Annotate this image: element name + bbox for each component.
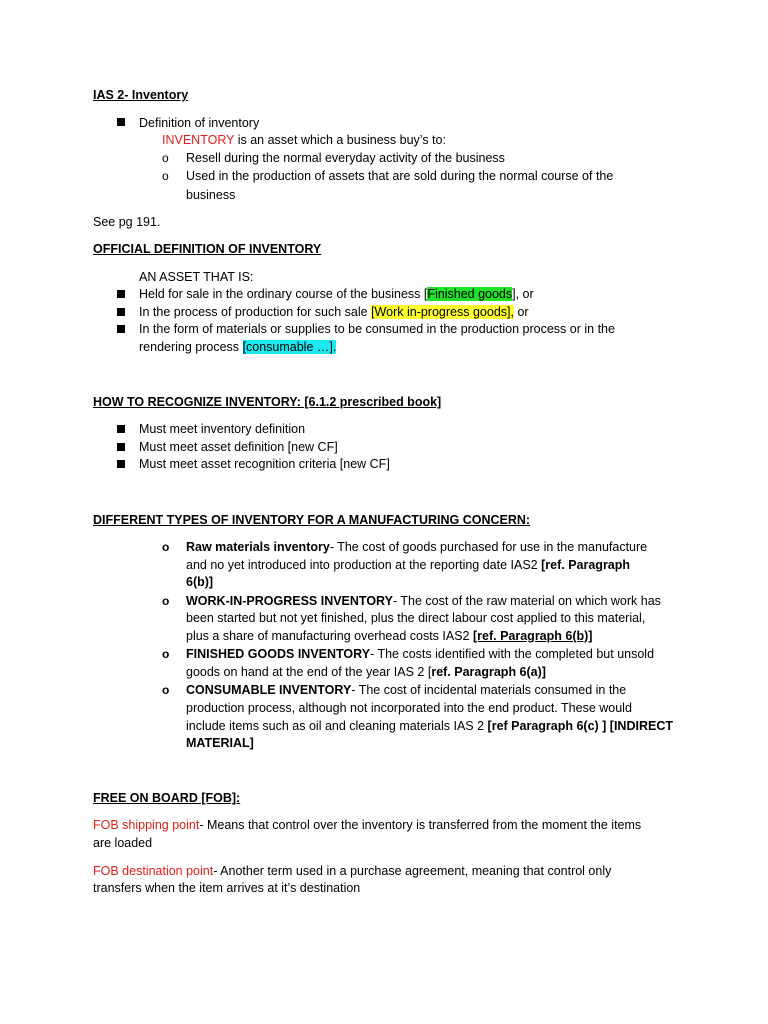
square-bullet-icon bbox=[117, 118, 125, 126]
consumable-text: - The cost of incidental materials consumed in the bbox=[351, 683, 627, 697]
fob-destination-term: FOB destination point bbox=[93, 864, 214, 878]
raw-materials-line bbox=[186, 538, 647, 556]
recognize-heading: HOW TO RECOGNIZE INVENTORY: [6.1.2 prescribed book] bbox=[93, 395, 442, 409]
raw-materials-term: Raw materials inventory bbox=[186, 540, 330, 554]
official-item-finished bbox=[139, 285, 534, 303]
official-item-wip bbox=[139, 303, 529, 321]
consumable-term: CONSUMABLE INVENTORY bbox=[186, 683, 352, 697]
raw-materials-text: - The cost of goods purchased for use in the manufacture bbox=[329, 540, 648, 554]
finished-ref: ref. Paragraph 6(a)] bbox=[431, 665, 546, 679]
inventory-keyword: INVENTORY bbox=[162, 133, 235, 147]
inventory-lead-text: is an asset which a business buy’s to: bbox=[234, 133, 446, 147]
official-intro: AN ASSET THAT IS: bbox=[139, 270, 254, 284]
finished-text: - The costs identified with the completed but unsold bbox=[370, 647, 655, 661]
inventory-definition-lead bbox=[162, 131, 446, 149]
circle-bullet-icon: o bbox=[162, 169, 169, 183]
consumable-text: include items such as oil and cleaning materials IAS 2 bbox=[186, 719, 488, 733]
square-bullet-icon bbox=[117, 443, 125, 451]
finished-goods-highlight: Finished goods bbox=[427, 287, 513, 301]
raw-materials-line bbox=[186, 556, 630, 574]
definition-bullet: Definition of inventory bbox=[139, 116, 260, 130]
square-bullet-icon bbox=[117, 425, 125, 433]
fob-shipping-term: FOB shipping point bbox=[93, 818, 200, 832]
wip-term: WORK-IN-PROGRESS INVENTORY bbox=[186, 594, 393, 608]
circle-bullet-icon: o bbox=[162, 540, 170, 554]
recognize-item: Must meet asset recognition criteria [new CF] bbox=[139, 457, 390, 471]
raw-materials-text: and no yet introduced into production at the reporting date IAS2 bbox=[186, 558, 542, 572]
square-bullet-icon bbox=[117, 460, 125, 468]
finished-line bbox=[186, 663, 546, 681]
official-item-consumable-continued bbox=[139, 338, 336, 356]
recognize-item: Must meet asset definition [new CF] bbox=[139, 440, 338, 454]
finished-line bbox=[186, 645, 654, 663]
types-heading: DIFFERENT TYPES OF INVENTORY FOR A MANUFACTURING CONCERN: bbox=[93, 513, 531, 527]
fob-destination-text: - Another term used in a purchase agreement, meaning that control only bbox=[213, 864, 612, 878]
square-bullet-icon bbox=[117, 325, 125, 333]
raw-materials-ref: [ref. Paragraph bbox=[541, 558, 631, 572]
official-item-text: ], or bbox=[512, 287, 534, 301]
recognize-item: Must meet inventory definition bbox=[139, 422, 306, 436]
consumable-line bbox=[186, 681, 626, 699]
consumable-text: production process, although not incorporated into the end product. These would bbox=[186, 701, 632, 715]
circle-bullet-icon: o bbox=[162, 647, 170, 661]
wip-line bbox=[186, 592, 661, 610]
fob-shipping-text: are loaded bbox=[93, 836, 153, 850]
consumable-ref: [ref Paragraph 6(c) ] [INDIRECT bbox=[487, 719, 673, 733]
official-item-text: or bbox=[513, 305, 529, 319]
circle-bullet-icon: o bbox=[162, 683, 170, 697]
fob-destination-text: transfers when the item arrives at it’s destination bbox=[93, 881, 361, 895]
official-item-consumable: In the form of materials or supplies to be consumed in the production process or in the bbox=[139, 322, 615, 336]
definition-item: Resell during the normal everyday activity of the business bbox=[186, 151, 505, 165]
raw-materials-ref: 6(b)] bbox=[186, 575, 214, 589]
finished-term: FINISHED GOODS INVENTORY bbox=[186, 647, 371, 661]
wip-line bbox=[186, 627, 592, 645]
consumable-highlight: [consumable …]. bbox=[242, 340, 337, 354]
wip-text: been started but not yet finished, plus the direct labour cost applied to this material, bbox=[186, 611, 646, 625]
square-bullet-icon bbox=[117, 308, 125, 316]
definition-item-continued: business bbox=[186, 188, 236, 202]
official-item-text: Held for sale in the ordinary course of the business [ bbox=[139, 287, 428, 301]
official-item-text: rendering process bbox=[139, 340, 243, 354]
wip-text: plus a share of manufacturing overhead costs IAS2 bbox=[186, 629, 473, 643]
fob-shipping-text: - Means that control over the inventory is transferred from the moment the items bbox=[199, 818, 642, 832]
wip-text: - The cost of the raw material on which work has bbox=[392, 594, 661, 608]
circle-bullet-icon: o bbox=[162, 594, 170, 608]
circle-bullet-icon: o bbox=[162, 151, 169, 165]
document-title: IAS 2- Inventory bbox=[93, 88, 189, 102]
official-item-text: In the process of production for such sale bbox=[139, 305, 372, 319]
definition-item: Used in the production of assets that are sold during the normal course of the bbox=[186, 169, 614, 183]
wip-ref: [ref. Paragraph 6(b)] bbox=[472, 629, 593, 643]
official-definition-heading: OFFICIAL DEFINITION OF INVENTORY bbox=[93, 242, 322, 256]
finished-text: goods on hand at the end of the year IAS 2 [ bbox=[186, 665, 432, 679]
square-bullet-icon bbox=[117, 290, 125, 298]
fob-heading: FREE ON BOARD [FOB]: bbox=[93, 791, 241, 805]
wip-goods-highlight: [Work in-progress goods], bbox=[371, 305, 514, 319]
see-page-note: See pg 191. bbox=[93, 215, 161, 229]
fob-destination-line bbox=[93, 862, 611, 880]
fob-shipping-line bbox=[93, 816, 641, 834]
consumable-ref: MATERIAL] bbox=[186, 736, 254, 750]
consumable-line bbox=[186, 717, 673, 735]
